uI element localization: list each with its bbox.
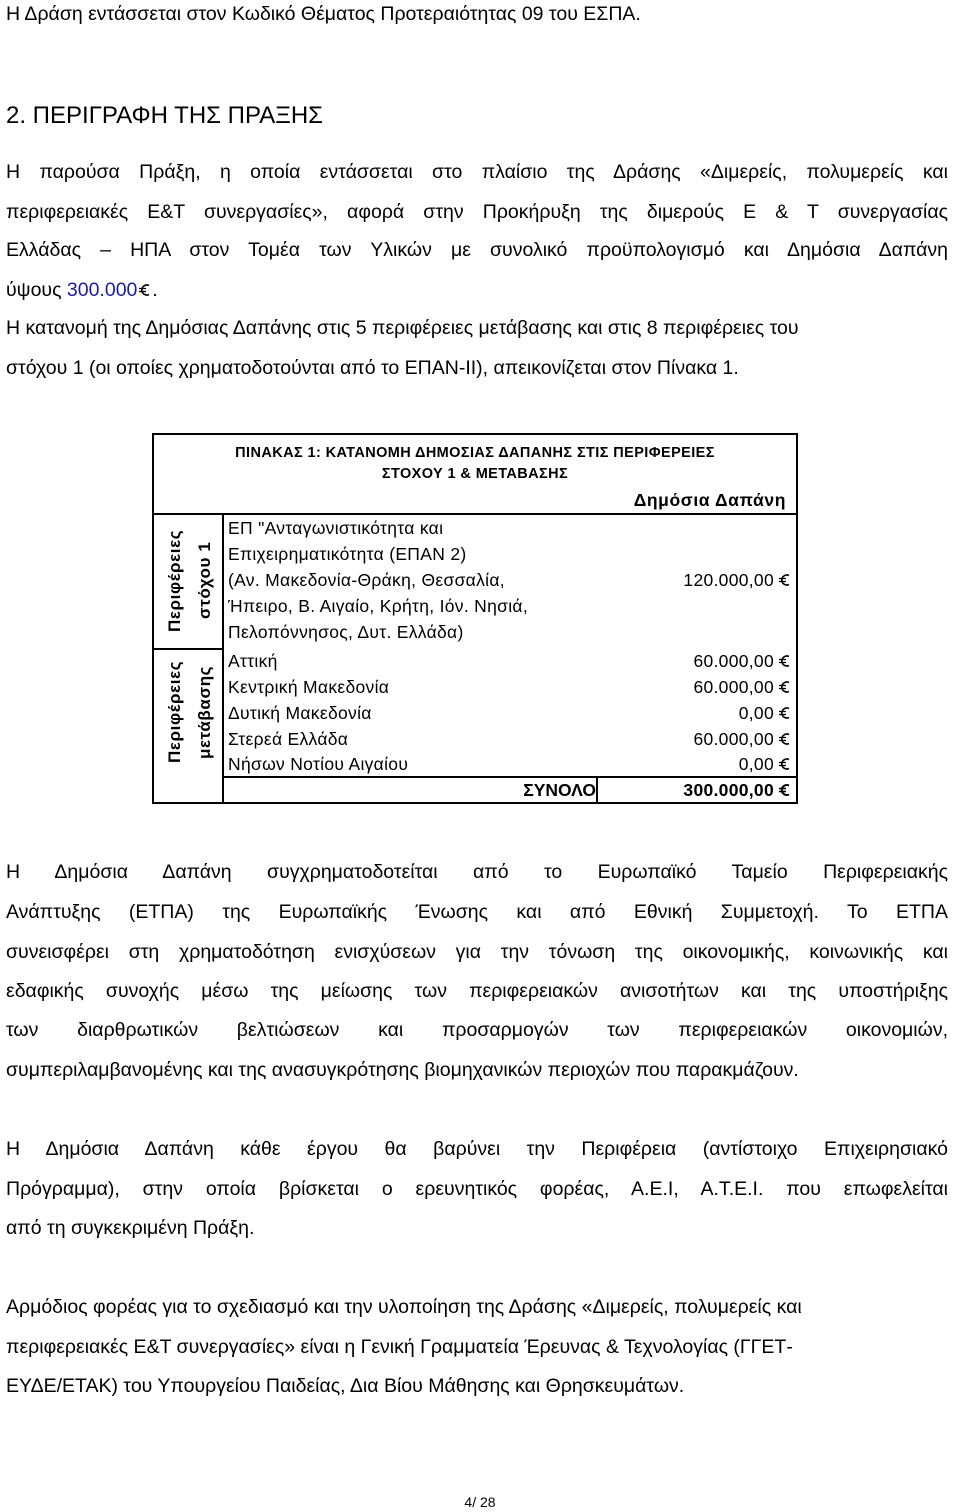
paragraph-4-line-3: από τη συγκεκριμένη Πράξη. [6,1217,255,1239]
euro-sign-icon [778,680,792,694]
paragraph-3-line-5: των διαρθρωτικών βελτιώσεων και προσαρμογών των περιφερειακών οικονομιών, [6,1019,948,1041]
group-1-line: ΕΠ "Ανταγωνιστικότητα και [228,518,444,538]
table-row-value [739,751,792,777]
header-line: Η Δράση εντάσσεται στον Κωδικό Θέματος Προτεραιότητας 09 του ΕΣΠΑ. [6,3,641,25]
table-divider [596,776,598,802]
paragraph-1-line-3: Ελλάδας – ΗΠΑ στον Τομέα των Υλικών με συνολικό προϋπολογισμό και Δημόσια Δαπάνη [6,239,948,261]
paragraph-2-line-1: Η κατανομή της Δημόσιας Δαπάνης στις 5 περιφέρειες μετάβασης και στις 8 περιφέρειες του [6,317,799,339]
group-1-line: Πελοπόννησος, Δυτ. Ελλάδα) [228,622,464,642]
paragraph-3-line-4: εδαφικής συνοχής μέσω της μείωσης των περιφερειακών ανισοτήτων και της υποστήριξης [6,980,948,1002]
paragraph-1-line-1: Η παρούσα Πράξη, η οποία εντάσσεται στο πλαίσιο της Δράσης «Διμερείς, πολυμερείς και [6,161,948,183]
paragraph-1-prefix: ύψους [6,279,67,301]
euro-sign-icon [778,757,792,771]
paragraph-4-line-2: Πρόγραμμα), στην οποία βρίσκεται ο ερευνητικός φορέας, Α.Ε.Ι, Α.Τ.Ε.Ι. που επωφελείται [6,1178,948,1200]
paragraph-3-line-3: συνεισφέρει στη χρηματοδότηση ενισχύσεων για την τόνωση της οικονομικής, κοινωνικής και [6,941,948,963]
euro-sign-icon [778,573,792,587]
total-label: ΣΥΝΟΛΟ [523,780,596,800]
row-amount: 60.000,00 [693,677,774,697]
euro-sign-icon [778,783,792,797]
table-row-value [693,726,792,752]
paragraph-5-line-2: περιφερειακές Ε&Τ συνεργασίες» είναι η Γενική Γραμματεία Έρευνας & Τεχνολογίας (ΓΓΕΤ- [6,1336,793,1358]
table-title [154,443,796,485]
total-value-amount: 300.000,00 [683,780,774,800]
table-row-value [739,700,792,726]
table-title-line-1: ΠΙΝΑΚΑΣ 1: ΚΑΤΑΝΟΜΗ ΔΗΜΟΣΙΑΣ ΔΑΠΑΝΗΣ ΣΤΙΣ ΠΕΡΙΦΕΡΕΙΕΣ [235,445,715,461]
group-1-line: Ήπειρο, Β. Αιγαίο, Κρήτη, Ιόν. Νησιά, [228,596,528,616]
table-row-label: Νήσων Νοτίου Αιγαίου [228,754,409,774]
euro-sign-icon [778,654,792,668]
group-1-amount: 120.000,00 [683,570,774,590]
total-value [683,777,792,803]
group-1-label [160,515,220,646]
paragraph-1-suffix: . [152,279,158,301]
table-row-label: Αττική [228,651,278,671]
allocation-table [152,433,798,804]
group-1-label-b: στόχου 1 [195,541,214,620]
table-row-label: Κεντρική Μακεδονία [228,677,390,697]
paragraph-4-line-1: Η Δημόσια Δαπάνη κάθε έργου θα βαρύνει την Περιφέρεια (αντίστοιχο Επιχειρησιακό [6,1138,948,1160]
group-1-description [228,515,528,645]
group-1-line: (Αν. Μακεδονία-Θράκη, Θεσσαλία, [228,570,505,590]
paragraph-3-line-1: Η Δημόσια Δαπάνη συγχρηματοδοτείται από το Ευρωπαϊκό Ταμείο Περιφερειακής [6,861,948,883]
euro-sign-icon [778,732,792,746]
paragraph-3-line-2: Ανάπτυξης (ΕΤΠΑ) της Ευρωπαϊκής Ένωσης και από Εθνική Συμμετοχή. Το ΕΤΠΑ [6,901,948,923]
group-1-value [683,567,792,593]
section-heading: 2. ΠΕΡΙΓΡΑΦΗ ΤΗΣ ΠΡΑΞΗΣ [6,102,324,129]
table-row-value [693,648,792,674]
group-1-line: Επιχειρηματικότητα (ΕΠΑΝ 2) [228,544,467,564]
group-2-label [160,650,220,774]
table-divider [222,513,224,802]
paragraph-5-line-3: ΕΥΔΕ/ΕΤΑΚ) του Υπουργείου Παιδείας, Δια Βίου Μάθησης και Θρησκευμάτων. [6,1375,685,1397]
row-amount: 60.000,00 [693,651,774,671]
table-title-line-2: ΣΤΟΧΟΥ 1 & ΜΕΤΑΒΑΣΗΣ [381,466,569,482]
row-amount: 60.000,00 [693,729,774,749]
page-number: 4/ 28 [464,1494,496,1510]
group-1-label-a: Περιφέρειες [165,529,184,632]
group-2-label-a: Περιφέρειες [165,660,184,764]
row-amount: 0,00 [738,754,774,774]
total-amount: 300.000 [66,279,138,301]
table-row-label: Στερεά Ελλάδα [228,729,349,749]
euro-sign-icon [138,283,152,297]
paragraph-3-line-6: συμπεριλαμβανομένης και της ανασυγκρότησης βιομηχανικών περιοχών που παρακμάζουν. [6,1059,799,1081]
paragraph-1-line-4 [6,278,158,302]
table-column-header: Δημόσια Δαπάνη [633,490,786,510]
paragraph-5-line-1: Αρμόδιος φορέας για το σχεδιασμό και την υλοποίηση της Δράσης «Διμερείς, πολυμερείς και [6,1296,802,1318]
row-amount: 0,00 [738,703,774,723]
table-row-label: Δυτική Μακεδονία [228,703,372,723]
paragraph-2-line-2: στόχου 1 (οι οποίες χρηματοδοτούνται από το ΕΠΑΝ-ΙΙ), απεικονίζεται στον Πίνακα 1. [6,357,739,379]
euro-sign-icon [778,706,792,720]
paragraph-1-line-2: περιφερειακές Ε&Τ συνεργασίες», αφορά στην Προκήρυξη της διμερούς Ε & Τ συνεργασίας [6,201,948,223]
group-2-label-b: μετάβασης [195,665,214,759]
table-row-value [693,674,792,700]
